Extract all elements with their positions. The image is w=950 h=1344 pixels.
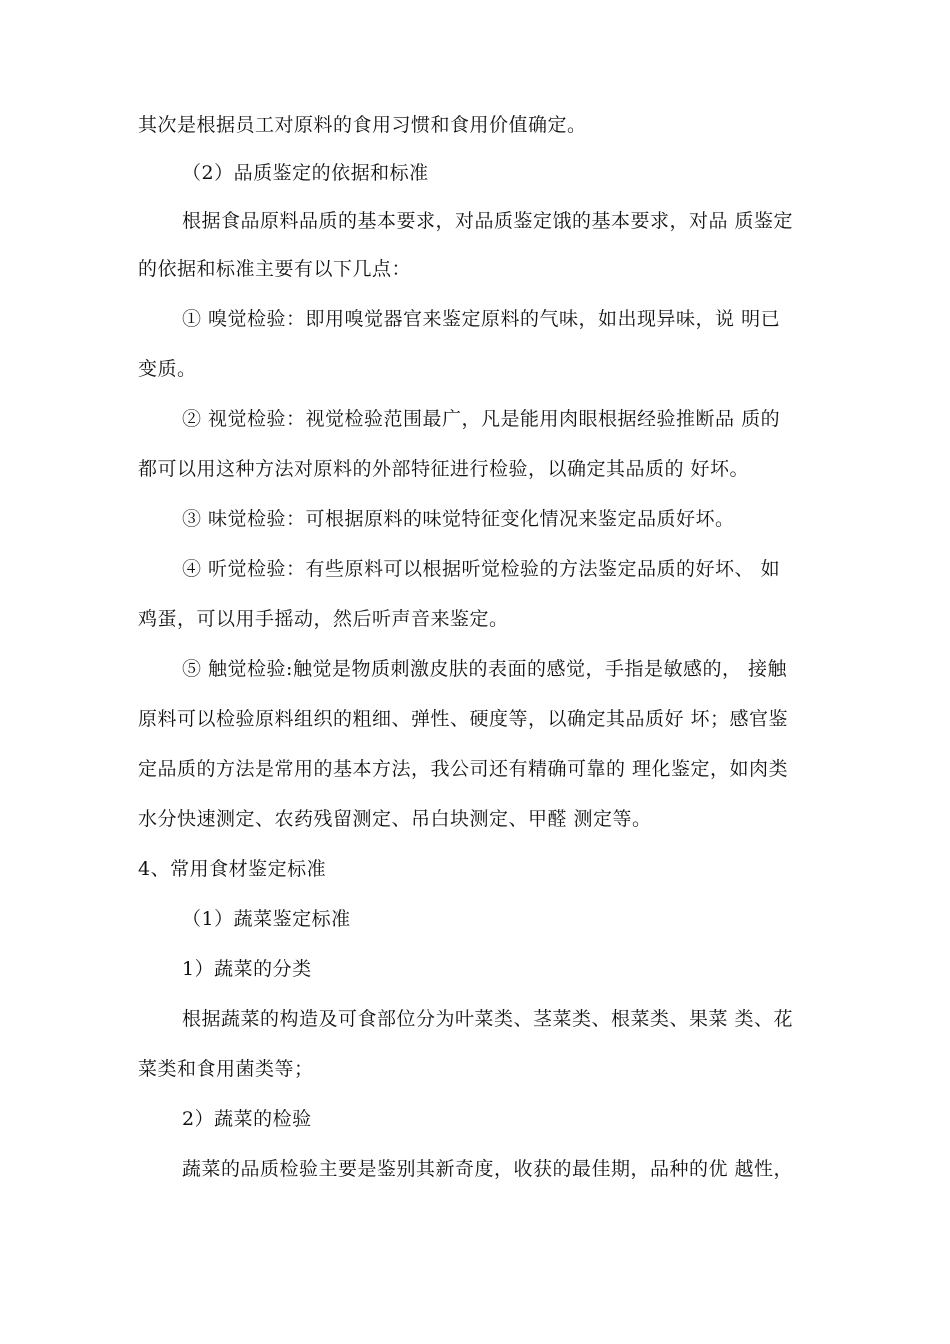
subsection-heading: 1）蔬菜的分类 bbox=[182, 958, 312, 980]
list-item-line: 变质。 bbox=[138, 358, 197, 380]
paragraph-line: 根据食品原料品质的基本要求，对品质鉴定饿的基本要求，对品 质鉴定 bbox=[182, 210, 794, 232]
subsection-heading: 2）蔬菜的检验 bbox=[182, 1108, 312, 1130]
section-heading: 4、常用食材鉴定标准 bbox=[138, 858, 327, 880]
list-item-line: ③ 味觉检验：可根据原料的味觉特征变化情况来鉴定品质好坏。 bbox=[182, 508, 735, 530]
paragraph-line: 菜类和食用菌类等； bbox=[138, 1058, 314, 1080]
paragraph-line: 根据蔬菜的构造及可食部位分为叶菜类、茎菜类、根菜类、果菜 类、花 bbox=[182, 1008, 794, 1030]
list-item-line: ① 嗅觉检验：即用嗅觉器官来鉴定原料的气味，如出现异味，说 明已 bbox=[182, 308, 781, 330]
paragraph-line: 其次是根据员工对原料的食用习惯和食用价值确定。 bbox=[138, 114, 587, 136]
list-item-line: 定品质的方法是常用的基本方法，我公司还有精确可靠的 理化鉴定，如肉类 bbox=[138, 758, 789, 780]
list-item-line: 水分快速测定、农药残留测定、吊白块测定、甲醛 测定等。 bbox=[138, 808, 652, 830]
list-item-line: 都可以用这种方法对原料的外部特征进行检验，以确定其品质的 好坏。 bbox=[138, 458, 750, 480]
list-item-line: 原料可以检验原料组织的粗细、弹性、硬度等，以确定其品质好 坏；感官鉴 bbox=[138, 708, 789, 730]
paragraph-line: 的依据和标准主要有以下几点： bbox=[138, 258, 412, 280]
subsection-heading: （1）蔬菜鉴定标准 bbox=[182, 908, 351, 930]
list-item-line: 鸡蛋，可以用手摇动，然后听声音来鉴定。 bbox=[138, 608, 509, 630]
section-heading: （2）品质鉴定的依据和标准 bbox=[182, 162, 429, 184]
list-item-line: ④ 听觉检验：有些原料可以根据听觉检验的方法鉴定品质的好坏、 如 bbox=[182, 558, 781, 580]
list-item-line: ② 视觉检验：视觉检验范围最广，凡是能用肉眼根据经验推断品 质的 bbox=[182, 408, 781, 430]
list-item-line: ⑤ 触觉检验:触觉是物质刺激皮肤的表面的感觉，手指是敏感的， 接触 bbox=[182, 658, 787, 680]
paragraph-line: 蔬菜的品质检验主要是鉴别其新奇度，收获的最佳期，品种的优 越性， bbox=[182, 1158, 794, 1180]
